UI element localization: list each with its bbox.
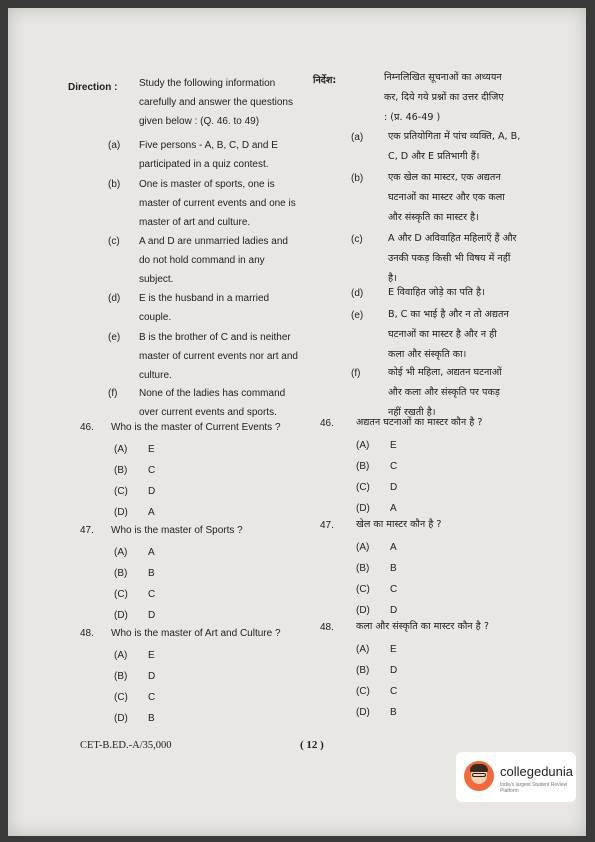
question-text: Who is the master of Sports ? (111, 525, 243, 536)
option-row (114, 585, 155, 605)
nirdesh-label: निर्देश: (313, 75, 337, 86)
option-key: (A) (114, 650, 128, 661)
question-text: खेल का मास्टर कौन है ? (356, 519, 442, 530)
point-line: do not hold command in any (139, 255, 265, 266)
point-key: (f) (108, 388, 118, 399)
collegedunia-logo (456, 752, 576, 802)
option-key: (C) (356, 686, 370, 697)
option-key: (B) (356, 461, 370, 472)
option-value: B (148, 568, 155, 579)
option-value: B (390, 707, 397, 718)
point-line: master of art and culture. (139, 217, 251, 228)
point-line: और संस्कृति का मास्टर है। (388, 212, 479, 223)
option-key: (D) (356, 605, 370, 616)
question-text: कला और संस्कृति का मास्टर कौन है ? (356, 621, 489, 632)
option-key: (D) (356, 503, 370, 514)
option-key: (A) (356, 644, 370, 655)
point-text (388, 305, 566, 365)
option-key: (D) (114, 507, 128, 518)
direction-intro: Study the following information carefully and answer the questions given below : (Q. 46. to 49) (139, 78, 293, 127)
point-line: उनकी पकड़ किसी भी विषय में नहीं (388, 253, 511, 264)
option-key: (B) (356, 665, 370, 676)
point-line: E विवाहित जोड़े का पति है। (388, 287, 485, 298)
option-row (356, 559, 397, 579)
option-value: D (390, 605, 398, 616)
question-text: Who is the master of Current Events ? (111, 422, 281, 433)
point-line: कला और संस्कृति का। (388, 349, 467, 360)
option-value: C (148, 589, 156, 600)
option-row (356, 538, 397, 558)
option-value: C (148, 692, 156, 703)
option-key: (C) (114, 486, 128, 497)
option-row (356, 661, 397, 681)
point-key: (f) (351, 368, 361, 379)
point-line: घटनाओं का मास्टर और एक कला (388, 192, 505, 203)
option-row (114, 440, 155, 460)
page-number: ( 12 ) (300, 739, 324, 751)
option-value: C (390, 584, 398, 595)
nirdesh-intro: निम्नलिखित सूचनाओं का अध्ययन कर, दिये गये प्रश्नों का उत्तर दीजिए : (प्र. 46-49 ) (384, 72, 504, 123)
option-value: A (148, 547, 155, 558)
option-row (356, 457, 397, 477)
point-text (388, 229, 566, 289)
option-value: B (148, 713, 155, 724)
point-line: और कला और संस्कृति पर पकड़ (388, 387, 500, 398)
point-line: C, D और E प्रतिभागी हैं। (388, 151, 480, 162)
option-value: A (390, 542, 397, 553)
option-key: (D) (356, 707, 370, 718)
option-value: A (390, 503, 397, 514)
point-key: (b) (108, 179, 121, 190)
option-value: E (148, 444, 155, 455)
point-key: (d) (351, 288, 364, 299)
option-key: (A) (356, 440, 370, 451)
point-line: master of current events and one is (139, 198, 296, 209)
option-row (114, 646, 155, 666)
point-line: घटनाओं का मास्टर है और न ही (388, 329, 497, 340)
point-text (139, 232, 309, 289)
logo-tagline: India's largest Student Review Platform (500, 782, 568, 794)
option-key: (B) (114, 465, 128, 476)
option-value: B (390, 563, 397, 574)
point-text (388, 283, 566, 303)
point-text (388, 127, 566, 167)
point-line: एक खेल का मास्टर, एक अद्यतन (388, 172, 501, 183)
option-key: (C) (114, 589, 128, 600)
question-number: 48. (80, 628, 94, 639)
option-row (114, 709, 155, 729)
question-number: 46. (80, 422, 94, 433)
point-line: subject. (139, 274, 174, 285)
point-text (139, 384, 309, 422)
option-row (114, 543, 155, 563)
option-row (114, 503, 155, 523)
point-line: है। (388, 273, 397, 284)
option-value: A (148, 507, 155, 518)
point-key: (c) (108, 236, 120, 247)
point-key: (d) (108, 293, 121, 304)
option-row (356, 682, 397, 702)
option-value: D (148, 486, 156, 497)
option-key: (C) (114, 692, 128, 703)
option-key: (D) (114, 713, 128, 724)
option-key: (C) (356, 482, 370, 493)
point-line: कोई भी महिला, अद्यतन घटनाओं (388, 367, 502, 378)
option-value: D (148, 671, 156, 682)
point-line: None of the ladies has command (139, 388, 286, 399)
option-key: (D) (114, 610, 128, 621)
point-key: (c) (351, 234, 363, 245)
option-value: E (148, 650, 155, 661)
point-key: (b) (351, 173, 364, 184)
point-line: नहीं रखती है। (388, 407, 436, 418)
point-text (388, 168, 566, 228)
point-line: B, C का भाई है और न तो अद्यतन (388, 309, 509, 320)
question-number: 47. (80, 525, 94, 536)
option-value: C (390, 686, 398, 697)
point-line: One is master of sports, one is (139, 179, 275, 190)
point-text (139, 289, 309, 327)
point-key: (a) (108, 140, 121, 151)
exam-page (8, 8, 586, 836)
point-key: (e) (351, 310, 364, 321)
option-key: (A) (114, 547, 128, 558)
option-row (356, 640, 397, 660)
option-key: (B) (114, 671, 128, 682)
option-row (356, 580, 397, 600)
point-line: participated in a quiz contest. (139, 159, 269, 170)
direction-label: Direction : (68, 82, 118, 93)
point-line: A और D अविवाहित महिलाएँ हैं और (388, 233, 517, 244)
point-line: over current events and sports. (139, 407, 277, 418)
option-row (114, 482, 155, 502)
option-value: D (148, 610, 156, 621)
point-line: E is the husband in a married (139, 293, 270, 304)
option-key: (A) (114, 444, 128, 455)
option-row (114, 688, 155, 708)
point-line: Five persons - A, B, C, D and E (139, 140, 278, 151)
option-value: D (390, 665, 398, 676)
question-number: 48. (320, 622, 334, 633)
option-key: (B) (114, 568, 128, 579)
question-number: 47. (320, 520, 334, 531)
point-text (139, 328, 309, 385)
point-line: B is the brother of C and is neither (139, 332, 291, 343)
option-row (114, 667, 155, 687)
point-text (139, 136, 309, 174)
option-key: (C) (356, 584, 370, 595)
point-line: culture. (139, 370, 172, 381)
option-row (114, 564, 155, 584)
option-value: C (390, 461, 398, 472)
logo-brand: collegedunia (500, 764, 574, 779)
option-key: (A) (356, 542, 370, 553)
option-value: E (390, 440, 397, 451)
option-row (356, 478, 397, 498)
point-line: एक प्रतियोगिता में पांच व्यक्ति, A, B, (388, 131, 521, 142)
option-value: D (390, 482, 398, 493)
option-value: C (148, 465, 156, 476)
point-line: master of current events nor art and (139, 351, 298, 362)
point-text (139, 175, 309, 232)
question-number: 46. (320, 418, 334, 429)
point-key: (e) (108, 332, 121, 343)
question-text: अद्यतन घटनाओं का मास्टर कौन है ? (356, 417, 483, 428)
option-key: (B) (356, 563, 370, 574)
option-value: E (390, 644, 397, 655)
student-avatar-icon (464, 761, 494, 791)
option-row (356, 703, 397, 723)
option-row (356, 436, 397, 456)
option-row (114, 606, 155, 626)
point-line: couple. (139, 312, 172, 323)
point-line: A and D are unmarried ladies and (139, 236, 288, 247)
question-text: Who is the master of Art and Culture ? (111, 628, 281, 639)
option-row (114, 461, 155, 481)
point-key: (a) (351, 132, 364, 143)
paper-code: CET-B.ED.-A/35,000 (80, 740, 172, 751)
